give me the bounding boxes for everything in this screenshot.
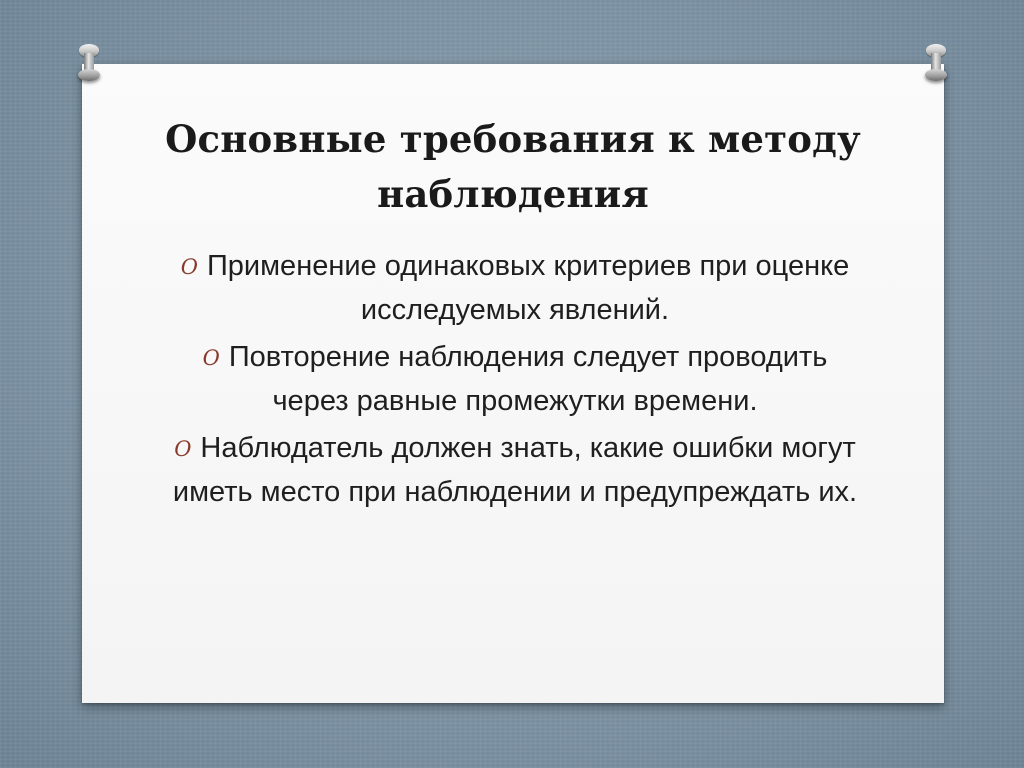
bullet-list [170, 245, 860, 518]
right-pushpin-icon [925, 44, 947, 84]
bullet-marker-icon: O [202, 346, 220, 370]
bullet-marker-icon: O [180, 255, 198, 279]
bullet-text: Наблюдатель должен знать, какие ошибки могут иметь место при наблюдении и предупреждать их. [172, 432, 858, 508]
bullet-text: Повторение наблюдения следует проводить через равные промежутки времени. [228, 341, 828, 417]
left-pushpin-icon [78, 44, 100, 84]
bullet-item [170, 427, 860, 513]
bullet-item [170, 245, 860, 331]
bullet-text: Применение одинаковых критериев при оценке исследуемых явлений. [206, 250, 850, 326]
bullet-item [170, 336, 860, 422]
slide-title: Основные требования к методу наблюдения [165, 117, 861, 216]
bullet-marker-icon: O [174, 437, 192, 461]
